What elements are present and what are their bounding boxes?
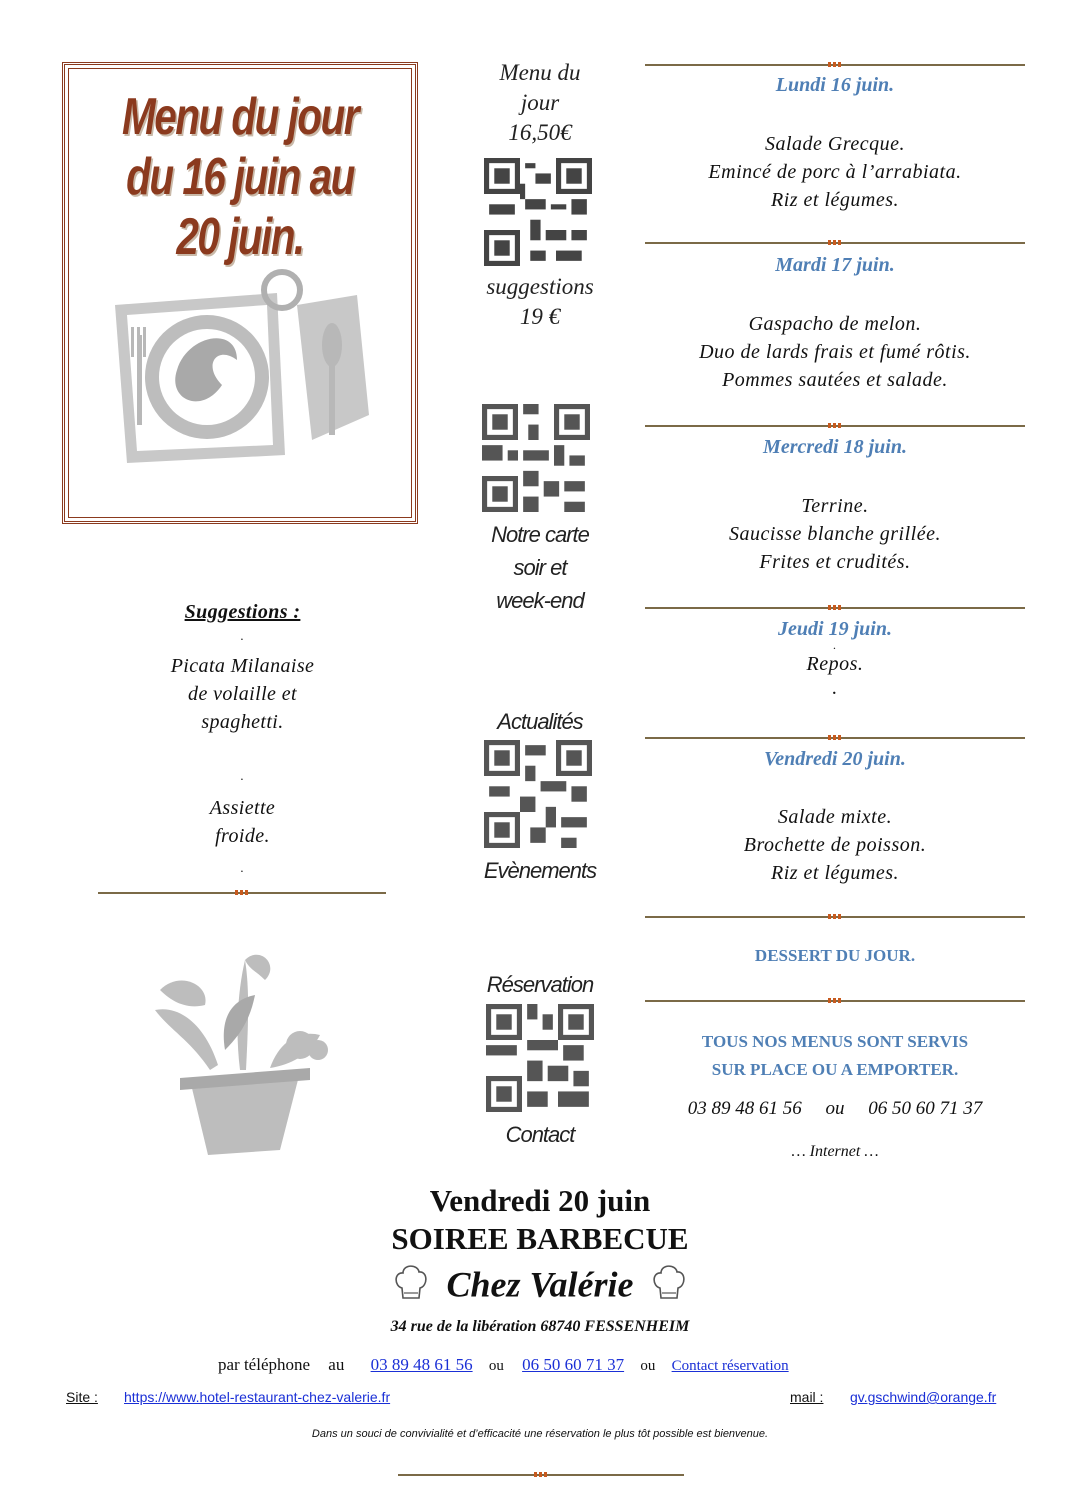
divider bbox=[645, 737, 1025, 739]
takeaway-line-1: TOUS NOS MENUS SONT SERVIS bbox=[701, 1032, 969, 1051]
day-menu-lundi bbox=[645, 130, 1025, 214]
contact-ou: ou bbox=[488, 1358, 504, 1374]
carte-label-2: soir et bbox=[513, 555, 567, 580]
carte-label bbox=[470, 518, 610, 617]
menu-line: . bbox=[833, 638, 837, 652]
suggestion-line: Picata Milanaise bbox=[170, 655, 315, 677]
footnote: Dans un souci de convivialité et d’efficacité une réservation le plus tôt possible est bienvenue. bbox=[311, 1428, 769, 1440]
divider bbox=[645, 607, 1025, 609]
divider bbox=[398, 1474, 684, 1476]
suggestions-dot: . bbox=[240, 628, 245, 643]
chef-hat-icon bbox=[652, 1262, 686, 1307]
event-title: SOIREE BARBECUE bbox=[391, 1221, 689, 1256]
menu-line: Frites et crudités. bbox=[759, 551, 911, 573]
mail-label: mail : bbox=[790, 1389, 824, 1405]
phone-link-1[interactable]: 03 89 48 61 56 bbox=[370, 1355, 473, 1374]
menu-line: . bbox=[832, 677, 838, 699]
website-link[interactable]: https://www.hotel-restaurant-chez-valerie.fr bbox=[124, 1389, 391, 1405]
divider bbox=[645, 64, 1025, 66]
divider bbox=[645, 916, 1025, 918]
phone-link-2[interactable]: 06 50 60 71 37 bbox=[522, 1355, 625, 1374]
menu-line: Emincé de porc à l’arrabiata. bbox=[708, 161, 962, 183]
menu-line: Pommes sautées et salade. bbox=[722, 369, 948, 391]
carte-label-1: Notre carte bbox=[491, 522, 589, 547]
menu-title-line1: Menu du jour bbox=[122, 88, 358, 146]
qr-code-reservation-icon[interactable] bbox=[486, 1004, 594, 1112]
menu-line: Terrine. bbox=[801, 495, 869, 517]
qr-code-actualites-icon[interactable] bbox=[484, 740, 592, 848]
takeaway-line-2: SUR PLACE OU A EMPORTER. bbox=[711, 1060, 959, 1079]
event-date: Vendredi 20 juin bbox=[429, 1183, 651, 1218]
day-menu-mercredi bbox=[645, 492, 1025, 576]
divider bbox=[645, 1000, 1025, 1002]
contact-line bbox=[218, 1355, 1038, 1375]
day-title-jeudi: Jeudi 19 juin. bbox=[778, 618, 892, 640]
suggestion-line: froide. bbox=[215, 825, 270, 847]
event-announcement bbox=[0, 1182, 1080, 1258]
menu-line: Saucisse blanche grillée. bbox=[729, 523, 941, 545]
menu-line: Repos. bbox=[806, 653, 864, 675]
restaurant-name-row bbox=[0, 1262, 1080, 1307]
menu-label-1: Menu du bbox=[499, 60, 581, 85]
suggestion-item-1 bbox=[120, 652, 365, 736]
menu-line: Duo de lards frais et fumé rôtis. bbox=[699, 341, 971, 363]
contact-ou: ou bbox=[640, 1358, 656, 1374]
menu-line: Salade mixte. bbox=[777, 806, 893, 828]
carte-label-3: week-end bbox=[496, 588, 584, 613]
menu-line: Salade Grecque. bbox=[764, 133, 906, 155]
sugg-label-2: 19 € bbox=[519, 304, 561, 329]
menu-line: Gaspacho de melon. bbox=[748, 313, 922, 335]
day-menu-mardi bbox=[645, 310, 1025, 394]
day-menu-vendredi bbox=[645, 803, 1025, 887]
menu-title-line2: du 16 juin au 20 juin. bbox=[126, 148, 354, 266]
menu-price-label bbox=[470, 58, 610, 148]
chef-hat-icon bbox=[394, 1262, 428, 1307]
day-title-vendredi: Vendredi 20 juin. bbox=[764, 748, 906, 770]
menu-title bbox=[104, 87, 377, 267]
divider bbox=[645, 425, 1025, 427]
divider bbox=[98, 892, 386, 894]
email-link[interactable]: gv.gschwind@orange.fr bbox=[850, 1389, 997, 1405]
actualites-label: Actualités bbox=[497, 709, 583, 734]
menu-line: Riz et légumes. bbox=[770, 189, 900, 211]
menu-label-2: jour bbox=[520, 90, 560, 115]
day-title-lundi: Lundi 16 juin. bbox=[775, 74, 895, 96]
site-label: Site : bbox=[66, 1389, 98, 1405]
contact-reservation-link[interactable]: Contact réservation bbox=[671, 1358, 789, 1374]
reservation-label: Réservation bbox=[486, 972, 594, 997]
restaurant-address: 34 rue de la libération 68740 FESSENHEIM bbox=[390, 1318, 690, 1335]
internet-label: … Internet … bbox=[791, 1143, 879, 1160]
plate-cutlery-icon bbox=[107, 265, 377, 475]
menu-title-box bbox=[62, 62, 418, 524]
divider bbox=[645, 242, 1025, 244]
suggestions-dot: . bbox=[240, 768, 245, 783]
menu-line: Riz et légumes. bbox=[770, 862, 900, 884]
day-title-mercredi: Mercredi 18 juin. bbox=[763, 436, 907, 458]
sugg-label-1: suggestions bbox=[486, 274, 594, 299]
dessert-du-jour: DESSERT DU JOUR. bbox=[754, 946, 916, 965]
suggestions-dot: . bbox=[240, 860, 245, 875]
suggestion-item-2 bbox=[120, 794, 365, 850]
suggestion-line: spaghetti. bbox=[201, 711, 284, 733]
contact-label: Contact bbox=[505, 1122, 575, 1147]
menu-line: Brochette de poisson. bbox=[743, 834, 927, 856]
flower-pot-icon bbox=[150, 950, 340, 1160]
qr-code-menu-icon[interactable] bbox=[484, 158, 592, 266]
phone-numbers: 03 89 48 61 56 ou 06 50 60 71 37 bbox=[687, 1098, 983, 1119]
takeaway-notice bbox=[645, 1028, 1025, 1084]
day-menu-jeudi bbox=[645, 638, 1025, 700]
day-title-mardi: Mardi 17 juin. bbox=[775, 254, 895, 276]
suggestions-heading: Suggestions : bbox=[184, 601, 301, 623]
contact-prefix: par téléphone bbox=[218, 1355, 311, 1374]
menu-label-3: 16,50€ bbox=[508, 120, 572, 145]
suggestions-price-label bbox=[470, 272, 610, 332]
qr-code-carte-icon[interactable] bbox=[482, 404, 590, 512]
suggestion-line: de volaille et bbox=[188, 683, 297, 705]
suggestion-line: Assiette bbox=[209, 797, 276, 819]
contact-au: au bbox=[328, 1355, 345, 1374]
evenements-label: Evènements bbox=[483, 858, 597, 883]
restaurant-name: Chez Valérie bbox=[446, 1264, 634, 1305]
